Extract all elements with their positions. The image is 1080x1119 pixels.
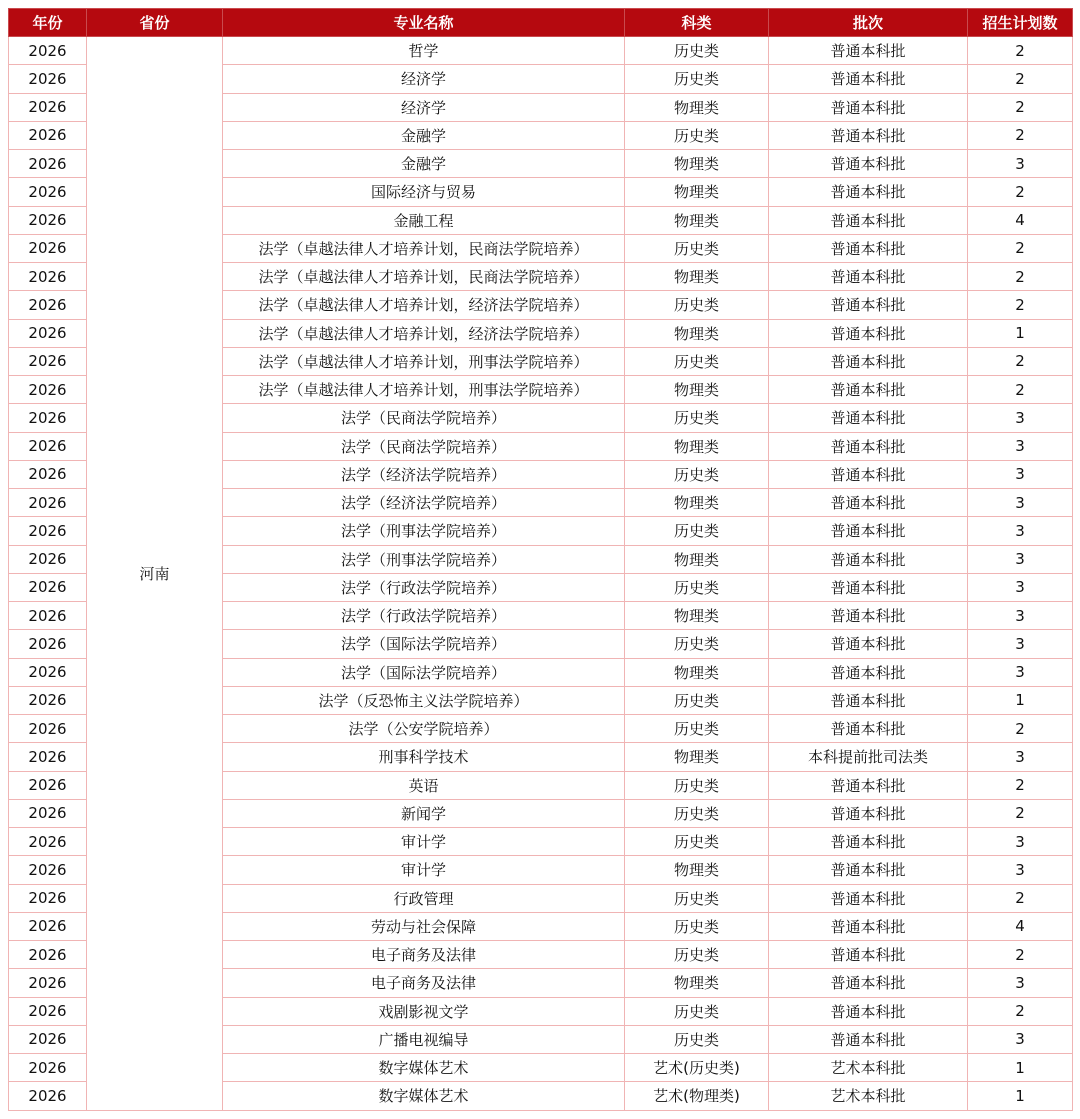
cell-major: 法学（刑事法学院培养） [223, 517, 625, 545]
cell-year: 2026 [9, 941, 87, 969]
cell-subject-category: 历史类 [625, 912, 769, 940]
cell-subject-category: 物理类 [625, 319, 769, 347]
header-subject-category: 科类 [625, 9, 769, 37]
cell-batch: 普通本科批 [769, 573, 968, 601]
cell-subject-category: 物理类 [625, 206, 769, 234]
cell-major: 法学（行政法学院培养） [223, 573, 625, 601]
cell-batch: 本科提前批司法类 [769, 743, 968, 771]
cell-batch: 普通本科批 [769, 630, 968, 658]
cell-year: 2026 [9, 799, 87, 827]
cell-year: 2026 [9, 93, 87, 121]
cell-year: 2026 [9, 545, 87, 573]
cell-plan-count: 2 [968, 884, 1073, 912]
cell-major: 法学（反恐怖主义法学院培养） [223, 686, 625, 714]
cell-subject-category: 物理类 [625, 856, 769, 884]
cell-subject-category: 历史类 [625, 121, 769, 149]
cell-batch: 普通本科批 [769, 912, 968, 940]
cell-year: 2026 [9, 856, 87, 884]
cell-subject-category: 历史类 [625, 997, 769, 1025]
cell-plan-count: 2 [968, 376, 1073, 404]
cell-major: 法学（经济法学院培养） [223, 460, 625, 488]
cell-plan-count: 3 [968, 969, 1073, 997]
cell-plan-count: 3 [968, 602, 1073, 630]
cell-batch: 普通本科批 [769, 658, 968, 686]
cell-year: 2026 [9, 319, 87, 347]
cell-batch: 普通本科批 [769, 686, 968, 714]
cell-major: 国际经济与贸易 [223, 178, 625, 206]
cell-subject-category: 历史类 [625, 460, 769, 488]
cell-major: 法学（国际法学院培养） [223, 630, 625, 658]
header-plan-count: 招生计划数 [968, 9, 1073, 37]
cell-plan-count: 3 [968, 630, 1073, 658]
cell-batch: 普通本科批 [769, 178, 968, 206]
cell-major: 金融工程 [223, 206, 625, 234]
cell-major: 法学（卓越法律人才培养计划，刑事法学院培养） [223, 376, 625, 404]
cell-plan-count: 2 [968, 178, 1073, 206]
cell-year: 2026 [9, 263, 87, 291]
enrollment-plan-table-wrapper [8, 8, 1073, 1111]
cell-major: 哲学 [223, 37, 625, 65]
cell-subject-category: 历史类 [625, 771, 769, 799]
cell-subject-category: 历史类 [625, 291, 769, 319]
cell-major: 金融学 [223, 121, 625, 149]
cell-subject-category: 物理类 [625, 150, 769, 178]
cell-batch: 普通本科批 [769, 1025, 968, 1053]
cell-subject-category: 物理类 [625, 178, 769, 206]
cell-major: 金融学 [223, 150, 625, 178]
cell-subject-category: 历史类 [625, 573, 769, 601]
cell-year: 2026 [9, 630, 87, 658]
cell-year: 2026 [9, 658, 87, 686]
cell-major: 戏剧影视文学 [223, 997, 625, 1025]
cell-batch: 普通本科批 [769, 319, 968, 347]
cell-year: 2026 [9, 178, 87, 206]
cell-year: 2026 [9, 912, 87, 940]
cell-batch: 普通本科批 [769, 715, 968, 743]
cell-year: 2026 [9, 771, 87, 799]
cell-major: 经济学 [223, 93, 625, 121]
cell-plan-count: 1 [968, 319, 1073, 347]
cell-plan-count: 3 [968, 573, 1073, 601]
cell-subject-category: 历史类 [625, 715, 769, 743]
cell-major: 法学（卓越法律人才培养计划，经济法学院培养） [223, 291, 625, 319]
cell-subject-category: 物理类 [625, 545, 769, 573]
cell-major: 劳动与社会保障 [223, 912, 625, 940]
cell-year: 2026 [9, 884, 87, 912]
enrollment-plan-table [8, 8, 1073, 1111]
cell-major: 法学（行政法学院培养） [223, 602, 625, 630]
cell-year: 2026 [9, 715, 87, 743]
cell-batch: 普通本科批 [769, 545, 968, 573]
cell-subject-category: 历史类 [625, 630, 769, 658]
table-header [9, 9, 1073, 37]
cell-year: 2026 [9, 743, 87, 771]
cell-plan-count: 1 [968, 1082, 1073, 1110]
cell-plan-count: 2 [968, 347, 1073, 375]
cell-subject-category: 物理类 [625, 432, 769, 460]
cell-major: 行政管理 [223, 884, 625, 912]
cell-plan-count: 3 [968, 658, 1073, 686]
cell-plan-count: 4 [968, 912, 1073, 940]
cell-batch: 普通本科批 [769, 121, 968, 149]
cell-subject-category: 历史类 [625, 347, 769, 375]
cell-plan-count: 2 [968, 121, 1073, 149]
header-province: 省份 [87, 9, 223, 37]
cell-batch: 普通本科批 [769, 771, 968, 799]
cell-year: 2026 [9, 460, 87, 488]
cell-plan-count: 4 [968, 206, 1073, 234]
cell-plan-count: 3 [968, 517, 1073, 545]
cell-year: 2026 [9, 432, 87, 460]
cell-major: 英语 [223, 771, 625, 799]
header-batch: 批次 [769, 9, 968, 37]
cell-plan-count: 3 [968, 460, 1073, 488]
cell-subject-category: 物理类 [625, 743, 769, 771]
cell-plan-count: 3 [968, 743, 1073, 771]
cell-year: 2026 [9, 291, 87, 319]
cell-plan-count: 2 [968, 941, 1073, 969]
cell-batch: 普通本科批 [769, 460, 968, 488]
cell-major: 审计学 [223, 856, 625, 884]
cell-major: 广播电视编导 [223, 1025, 625, 1053]
cell-subject-category: 物理类 [625, 263, 769, 291]
cell-batch: 普通本科批 [769, 489, 968, 517]
cell-batch: 普通本科批 [769, 234, 968, 262]
cell-batch: 普通本科批 [769, 93, 968, 121]
cell-batch: 普通本科批 [769, 941, 968, 969]
cell-subject-category: 艺术(物理类) [625, 1082, 769, 1110]
cell-major: 刑事科学技术 [223, 743, 625, 771]
cell-year: 2026 [9, 573, 87, 601]
cell-major: 法学（公安学院培养） [223, 715, 625, 743]
header-major: 专业名称 [223, 9, 625, 37]
cell-plan-count: 2 [968, 234, 1073, 262]
cell-year: 2026 [9, 150, 87, 178]
cell-batch: 普通本科批 [769, 37, 968, 65]
cell-plan-count: 2 [968, 771, 1073, 799]
cell-major: 法学（民商法学院培养） [223, 432, 625, 460]
cell-province: 河南 [87, 37, 223, 1111]
header-year: 年份 [9, 9, 87, 37]
cell-major: 电子商务及法律 [223, 941, 625, 969]
table-row [9, 37, 1073, 65]
cell-year: 2026 [9, 602, 87, 630]
cell-subject-category: 物理类 [625, 658, 769, 686]
cell-batch: 普通本科批 [769, 150, 968, 178]
cell-plan-count: 1 [968, 686, 1073, 714]
cell-major: 法学（卓越法律人才培养计划，经济法学院培养） [223, 319, 625, 347]
cell-batch: 普通本科批 [769, 517, 968, 545]
cell-batch: 普通本科批 [769, 856, 968, 884]
cell-plan-count: 2 [968, 65, 1073, 93]
cell-major: 数字媒体艺术 [223, 1082, 625, 1110]
cell-year: 2026 [9, 489, 87, 517]
cell-major: 法学（卓越法律人才培养计划，民商法学院培养） [223, 263, 625, 291]
cell-batch: 普通本科批 [769, 602, 968, 630]
cell-year: 2026 [9, 376, 87, 404]
cell-batch: 普通本科批 [769, 404, 968, 432]
cell-subject-category: 物理类 [625, 969, 769, 997]
cell-year: 2026 [9, 347, 87, 375]
cell-subject-category: 艺术(历史类) [625, 1054, 769, 1082]
header-row [9, 9, 1073, 37]
cell-year: 2026 [9, 969, 87, 997]
cell-year: 2026 [9, 121, 87, 149]
cell-subject-category: 历史类 [625, 828, 769, 856]
cell-batch: 普通本科批 [769, 969, 968, 997]
cell-subject-category: 物理类 [625, 602, 769, 630]
cell-plan-count: 3 [968, 432, 1073, 460]
cell-batch: 普通本科批 [769, 347, 968, 375]
cell-major: 法学（卓越法律人才培养计划，刑事法学院培养） [223, 347, 625, 375]
cell-plan-count: 3 [968, 828, 1073, 856]
cell-year: 2026 [9, 206, 87, 234]
cell-subject-category: 物理类 [625, 376, 769, 404]
cell-subject-category: 历史类 [625, 884, 769, 912]
cell-year: 2026 [9, 686, 87, 714]
cell-subject-category: 物理类 [625, 489, 769, 517]
cell-year: 2026 [9, 37, 87, 65]
cell-subject-category: 历史类 [625, 686, 769, 714]
cell-major: 新闻学 [223, 799, 625, 827]
cell-plan-count: 3 [968, 404, 1073, 432]
cell-plan-count: 2 [968, 799, 1073, 827]
cell-plan-count: 3 [968, 545, 1073, 573]
cell-plan-count: 3 [968, 150, 1073, 178]
cell-major: 法学（刑事法学院培养） [223, 545, 625, 573]
cell-major: 数字媒体艺术 [223, 1054, 625, 1082]
cell-plan-count: 2 [968, 37, 1073, 65]
cell-subject-category: 历史类 [625, 65, 769, 93]
cell-subject-category: 物理类 [625, 93, 769, 121]
cell-major: 法学（经济法学院培养） [223, 489, 625, 517]
cell-batch: 普通本科批 [769, 828, 968, 856]
cell-year: 2026 [9, 1082, 87, 1110]
cell-plan-count: 2 [968, 997, 1073, 1025]
cell-year: 2026 [9, 828, 87, 856]
cell-subject-category: 历史类 [625, 37, 769, 65]
cell-batch: 艺术本科批 [769, 1082, 968, 1110]
cell-batch: 普通本科批 [769, 376, 968, 404]
cell-plan-count: 2 [968, 93, 1073, 121]
cell-year: 2026 [9, 517, 87, 545]
cell-plan-count: 1 [968, 1054, 1073, 1082]
cell-plan-count: 3 [968, 856, 1073, 884]
cell-year: 2026 [9, 234, 87, 262]
cell-major: 法学（国际法学院培养） [223, 658, 625, 686]
cell-batch: 普通本科批 [769, 263, 968, 291]
cell-batch: 艺术本科批 [769, 1054, 968, 1082]
cell-batch: 普通本科批 [769, 206, 968, 234]
cell-plan-count: 2 [968, 715, 1073, 743]
cell-subject-category: 历史类 [625, 404, 769, 432]
cell-major: 审计学 [223, 828, 625, 856]
cell-major: 经济学 [223, 65, 625, 93]
cell-year: 2026 [9, 65, 87, 93]
cell-plan-count: 3 [968, 489, 1073, 517]
cell-year: 2026 [9, 1054, 87, 1082]
cell-year: 2026 [9, 404, 87, 432]
cell-major: 法学（卓越法律人才培养计划，民商法学院培养） [223, 234, 625, 262]
cell-batch: 普通本科批 [769, 884, 968, 912]
cell-batch: 普通本科批 [769, 65, 968, 93]
cell-year: 2026 [9, 997, 87, 1025]
cell-batch: 普通本科批 [769, 799, 968, 827]
cell-subject-category: 历史类 [625, 941, 769, 969]
cell-plan-count: 3 [968, 1025, 1073, 1053]
cell-subject-category: 历史类 [625, 799, 769, 827]
cell-batch: 普通本科批 [769, 997, 968, 1025]
cell-major: 电子商务及法律 [223, 969, 625, 997]
cell-batch: 普通本科批 [769, 291, 968, 319]
cell-subject-category: 历史类 [625, 517, 769, 545]
table-body [9, 37, 1073, 1111]
cell-subject-category: 历史类 [625, 234, 769, 262]
cell-year: 2026 [9, 1025, 87, 1053]
cell-plan-count: 2 [968, 291, 1073, 319]
cell-subject-category: 历史类 [625, 1025, 769, 1053]
cell-batch: 普通本科批 [769, 432, 968, 460]
cell-major: 法学（民商法学院培养） [223, 404, 625, 432]
cell-plan-count: 2 [968, 263, 1073, 291]
